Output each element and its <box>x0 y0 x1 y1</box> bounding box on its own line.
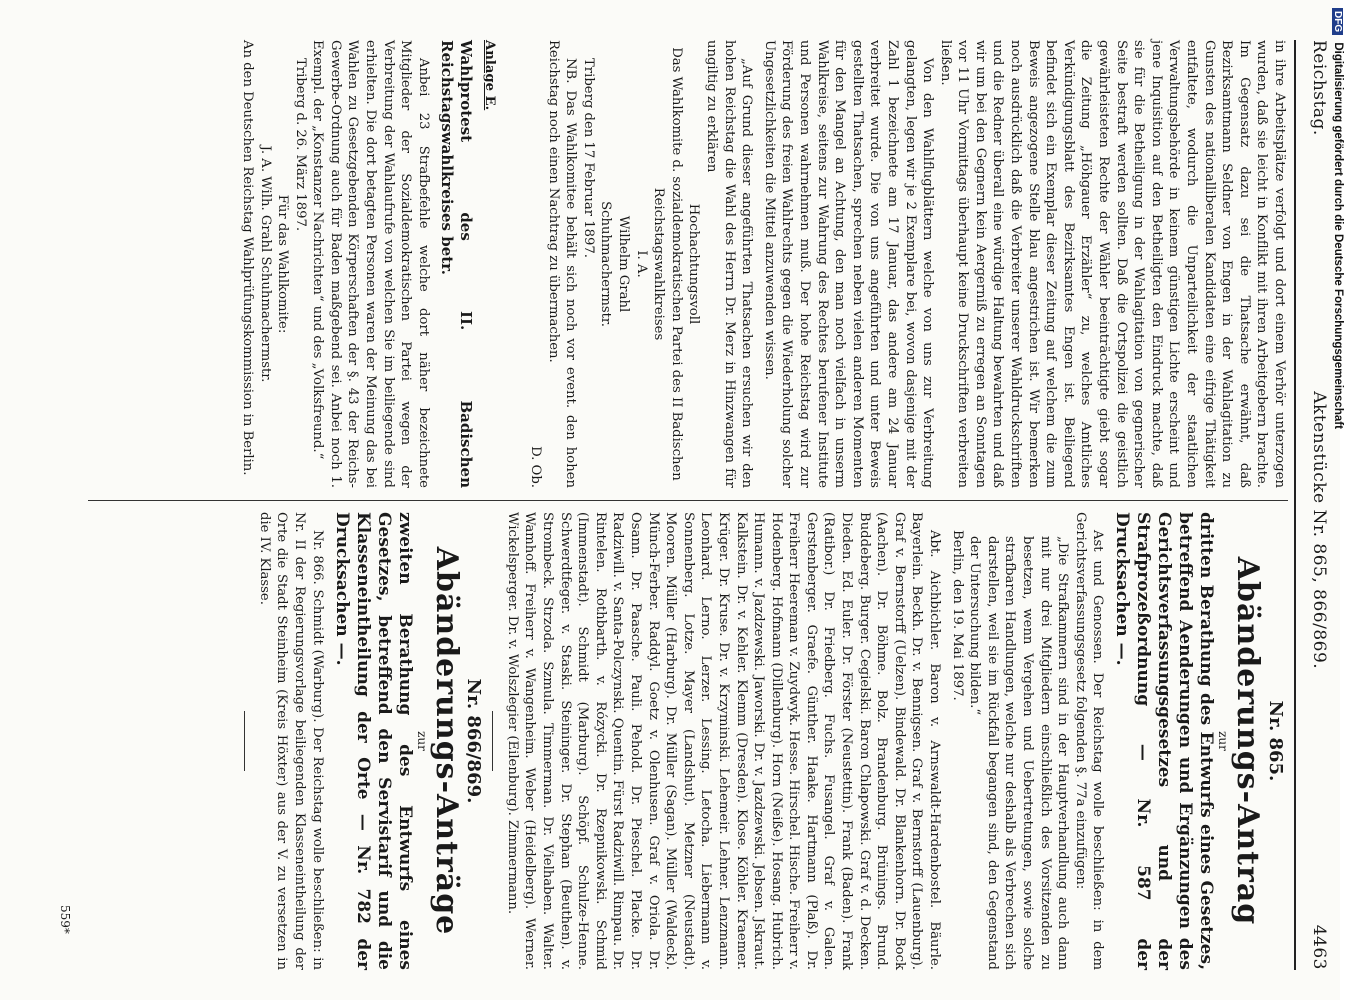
title-866: Abänderungs-Anträge <box>428 546 464 936</box>
signature-org: Das Wahlkomite d. sozialdemokratischen Partei des II Badischen Reichstagswahlkreises <box>651 47 684 481</box>
left-column <box>28 40 1288 488</box>
nr-866: Nr. 866/869. <box>463 678 485 804</box>
protest-address: An den Deutschen Reichstag Wahlprüfungskommission in Berlin. <box>239 40 255 476</box>
protest-for: Für das Wahlkomite: <box>275 194 291 334</box>
intro-865: Ast und Genossen. Der Reichstag wolle beschließen: in dem Gerichtsverfassungsgesetz folgenden §. 77a einzufügen: <box>1072 512 1106 970</box>
digitization-note <box>1330 8 1348 988</box>
header-center: Aktenstücke Nr. 865, 866/869. <box>1309 391 1329 670</box>
protest-text: Anbei 23 Strafbefehle welche dort näher bezeichnete Mitglieder der Sozialdemokratischen Partei wegen der Verbreitung der Wahlaufrufe von welchen Sie im beiliegende sind erhielten. Die dort betagten Personen waren der Meinung das bei Wahlen zu Gesetzgebenden Körperschaften der §. 43 der Reichs-Gewerbe-Ordnung auch für Baden maßgebend sei. Anbei noch 1. Exempl. der „Konstanzer Nachrichten“ und des „Volksfreund.“ <box>310 40 431 488</box>
header-page-number: 4463 <box>1309 924 1329 970</box>
protest-signature: J. A. Wilh. Grahl Schuhmachermstr. <box>257 145 273 383</box>
paragraph: Von den Wahlflugblättern welche von uns zur Verbreitung gelangten, legen wir je 2 Exemplare bei, wovon dasjenige mit der Zahl 1 bezeichnete am 17 Januar, das andere am 24 Januar verbreitet wurde. Die von uns angeführten und unter Beweis gestellten Thatsachen, sprechen neben vielen anderen Momenten für den Mangel an Achtung, den man noch vielfach in unserm Wahlkreise, seitens zur Wahrung des Rechtes berufener Institute und Personen wahrnehmen muß. Der hohe Reichstag wird zur Förderung des freien Wahlrechts gegen die Wiederholung solcher Ungesetzlichkeiten die Mittel anzuwenden wissen. <box>761 40 936 488</box>
quote-865: „Die Strafkammern sind in der Hauptverhandlung auch dann mit nur drei Mitgliedern einschließlich des Vorsitzenden zu besetzen, wenn Vergehen und Uebertretungen, sowie solche strafbaren Handlungen, welche nur deshalb als Verbrechen sich darstellen, weil sie im Rückfall begangen sind, den Gegenstand der Untersuchung bilden.“ <box>967 536 1071 970</box>
nb-initials: D. Ob. <box>528 446 544 488</box>
date-line: Triberg den 17 Februar 1897. <box>580 58 596 258</box>
dfg-logo: DFG <box>1332 8 1343 35</box>
paragraph: „Auf Grund dieser angeführten Thatsachen ersuchen wir den hohen Reichstag die Wahl des Herrn Dr. Merz in Hinzwangen für ungiltig zu erklären <box>704 40 755 488</box>
anlage-heading: Anlage E. <box>482 40 498 111</box>
signature-name: Wilhelm Grahl <box>616 215 632 313</box>
nr-865: Nr. 865. <box>1265 700 1286 782</box>
text-866: Nr. 866. Schmidt (Warburg). Der Reichstag wolle beschließen: in Nr. II der Regierungsvorlage beiliegenden Klasseneintheilung der Orte die Stadt Steinheim (Kreis Höxter) aus der V. zu versetzen in die IV. Klasse. <box>256 512 325 970</box>
title-865: Abänderungs-Antrag <box>1230 556 1266 926</box>
heading-865: dritten Berathung des Entwurfs eines Gesetzes, betreffend Aenderungen und Ergänzungen des Gerichtsverfassungsgesetzes und der Strafprozeßordnung — Nr. 587 der Drucksachen —. <box>1112 512 1217 970</box>
signature-role: Schuhmachermstr. <box>598 201 614 327</box>
closing: Hochachtungsvoll <box>686 203 702 325</box>
zur-866: zur <box>414 731 429 751</box>
digitization-text: Digitalisierung gefördert durch die Deutsche Forschungsgemeinschaft <box>1332 42 1344 429</box>
header-left: Reichstag. <box>1309 40 1329 136</box>
signers-865: Abt. Aichbichler. Baron v. Arnswaldt-Hardenbostel. Bäurle. Bayerlein. Beckh. Dr. v. Bennigsen. Graf v. Bernstorff (Lauenburg). Graf v. Bernstorff (Uelzen). Bindewald. Dr. Blankenhorn. Dr. Bock (Aachen). Dr. Böhme. Bolz. Brandenburg. Brünings. Brund. Buddeberg. Burger. Cegielski. Baron Chlapowski. Graf v. d. Decken. Dieden. Ed. Euler. Dr. Förster (Neustettin). Frank (Baden). Frank (Ratibor.) Dr. Friedberg. Fuchs. Fusangel. Graf v. Galen. Gerstenberger. Graefe. Günther. Haake. Hartmann (Plaß). Dr. Freiherr Heereman v. Zuydwyk. Hesse. Hirschel. Hische. Freiherr v. Hodenberg. Hofmann (Dillenburg). Horn (Neiße). Hosang. Hubrich. Humann. v. Jazdzewski. Jaworski. Dr. v. Jazdzewski. Jebsen. Jskraut. Kalkstein. Dr. v. Kehler. Klemm (Dresden). Klose. Köhler. Kraemer. Krüger. Dr. Kruse. Dr. v. Krzyminski. Lehemeir. Lehner. Lenzmann. Leonhard. Lerno. Lerzer. Lessing. Letocha. Liebermann v. Sonnenberg. Lotze. Mayer (Landshut). Metzner (Neustadt). Mooren. Müller (Harburg). Dr. Müller (Sagan). Müller (Waldeck). Münch-Ferber. Raddyl. Goetz v. Olenhusen. Graf v. Oriola. Dr. Osann. Dr. Paasche. Pauli. Pehold. Dr. Pieschel. Placke. Dr. Radziwill. v. Santa-Polczynski. Quentin. Fürst Radziwill. Rimpau. Dr. Rintelen. Rothbarth. v. Rózycki. Dr. Rzepnikowski. Schmid (Immenstadt). Schmidt (Marburg). Schöpf. Schulze-Henne. Schwerdtfeger. v. Staski. Steininger. Dr. Stephan (Beuthen). v. Strombeck. Strzoda. Szmula. Timmerman. Dr. Vielhaben. Walter. Wamhoff. Freiherr v. Wangenheim. Weber (Heidelberg). Werner. Wickelsperger. Dr. v. Wolszlegier (Eilenburg). Zimmermann. <box>504 512 943 970</box>
zur-865: zur <box>1216 731 1231 751</box>
heading-866: zweiten Berathung des Entwurfs eines Gesetzes, betreffend den Servistarif und die Klasseneintheilung der Orte — Nr. 782 der Drucksachen —. <box>331 512 415 970</box>
section-rule <box>492 711 493 771</box>
protest-date: Triberg d. 26. März 1897. <box>292 58 308 232</box>
protest-title: Wahlprotest des II. Badischen Reichstagswahlkreises betr. <box>437 40 475 488</box>
signature-ia: I. A. <box>633 250 649 278</box>
header-rule <box>1294 40 1296 970</box>
date-865: Berlin, den 19. Mai 1897. <box>949 530 965 701</box>
column-divider <box>88 500 1288 501</box>
right-column <box>28 512 1288 970</box>
nb-note: NB. Das Wahlkomitee behält sich noch vor event. den hohen Reichstag noch einen Nachtrag zu übermachen. <box>545 40 579 488</box>
footer-page-number: 559* <box>58 905 72 934</box>
section-rule <box>244 711 245 771</box>
paragraph: in ihre Arbeitsplätze verfolgt und dort einem Verhör unterzogen wurden, daß sie leicht in Konflikt mit ihren Arbeitgebern brachte. Im Gegensatz dazu sei die Thatsache erwähnt, daß Bezirksamtmann Seldner von Engen in der Wahlagitation zu Gunsten des nationalliberalen Kandidaten eine eifrige Thätigkeit entfaltete, wodurch die Unparteilichkeit der staatlichen Verwaltungsbehörde in keinem günstigen Lichte erscheint und jene Inquisition auf den Betheiligten den Eindruck machte, daß sie für die Betheiligung in der Wahlagitation von gegnerischer Seite bestraft werden sollten. Daß die Ortspolizei die geistlich gewährleisteten Rechte der Wähler beeinträchtigte giebt sogar die Zeitung „Höhgauer Erzähler“ zu, welches Amtliches Verkündigungsblatt des Bezirksamtes Engen ist. Beiliegend befindet sich ein Exemplar dieser Zeitung auf welchem die zum Beweis angezogene Stelle blau angestrichen ist. Wir bemerken noch ausdrücklich daß die Verbreiter unserer Wahldruckschriften und die Redner überall eine würdige Haltung bewahrten und daß wir um bei den Gegnern kein Aergerniß zu erregen an Sonntagen vor 11 Uhr Vormittags überhaupt keine Druckschriften verbreiten ließen. <box>937 40 1287 488</box>
